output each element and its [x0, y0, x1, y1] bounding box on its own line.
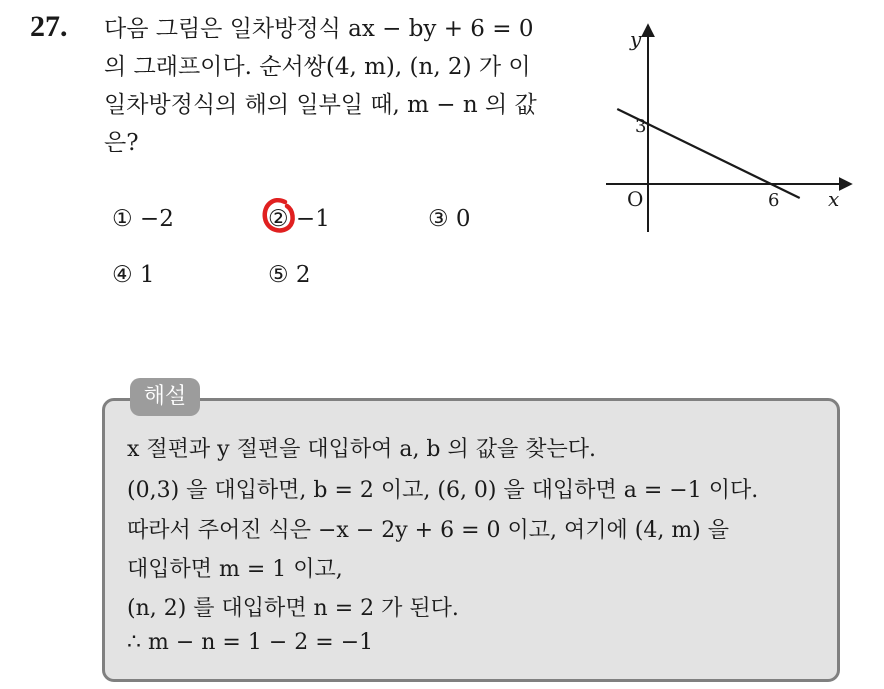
y-intercept-label: 3: [635, 116, 647, 137]
solution-line-6: ∴ m − n = 1 − 2 = −1: [127, 630, 374, 655]
question-number: 27.: [30, 10, 68, 43]
solution-line-4: 대입하면 m = 1 이고,: [127, 557, 343, 582]
question-text-line-1: 다음 그림은 일차방정식 ax − by + 6 = 0: [104, 16, 534, 42]
answer-mark-circle: [261, 196, 297, 236]
x-intercept-label: 6: [768, 190, 780, 211]
solution-line-5: (n, 2) 를 대입하면 n = 2 가 된다.: [127, 596, 459, 621]
choice-1[interactable]: ① −2: [112, 206, 174, 232]
y-axis-label: y: [630, 27, 642, 51]
choice-3[interactable]: ③ 0: [428, 206, 471, 232]
line-graph: [600, 20, 860, 240]
question-text-line-3: 일차방정식의 해의 일부일 때, m − n 의 값: [104, 92, 537, 118]
choice-2[interactable]: ② −1: [268, 206, 330, 232]
solution-line-2: (0,3) 을 대입하면, b = 2 이고, (6, 0) 을 대입하면 a = −1 이다.: [127, 478, 759, 503]
choice-5[interactable]: ⑤ 2: [268, 262, 311, 288]
x-axis-label: x: [828, 187, 840, 211]
question-text-line-4: 은?: [104, 130, 139, 156]
choice-4[interactable]: ④ 1: [112, 262, 155, 288]
solution-label: 해설: [130, 378, 200, 416]
question-text-line-2: 의 그래프이다. 순서쌍(4, m), (n, 2) 가 이: [104, 54, 531, 80]
solution-line-3: 따라서 주어진 식은 −x − 2y + 6 = 0 이고, 여기에 (4, m) 을: [127, 518, 730, 543]
origin-label: O: [627, 187, 644, 211]
solution-line-1: x 절편과 y 절편을 대입하여 a, b 의 값을 찾는다.: [127, 437, 596, 462]
